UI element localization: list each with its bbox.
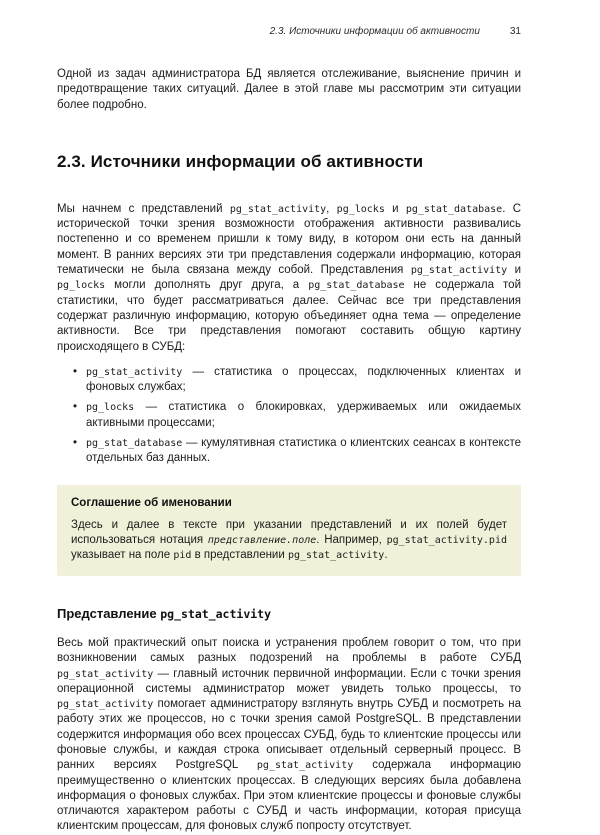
body-paragraph-2 bbox=[57, 636, 521, 835]
code-segment: pg_stat_activity bbox=[229, 203, 327, 215]
code-segment: pg_locks bbox=[57, 280, 106, 292]
text-segment: и bbox=[507, 264, 521, 277]
text-segment: и bbox=[384, 202, 406, 215]
text-segment: Весь мой практический опыт поиска и устранения проблем говорит о том, что при возникновении самых разных подозрений на проблемы в работе СУБД bbox=[57, 636, 521, 665]
text-segment: — статистика о блокировках, удерживаемых или ожидаемых активными процессами; bbox=[86, 401, 521, 429]
code-segment: pg_stat_activity bbox=[256, 760, 354, 772]
body-paragraph-1 bbox=[57, 202, 521, 355]
code-segment: pg_locks bbox=[336, 203, 385, 215]
code-segment: представление.поле bbox=[207, 534, 317, 546]
callout-box bbox=[57, 485, 521, 576]
text-segment: могли дополнять друг друга, а bbox=[105, 279, 309, 292]
code-segment: pg_stat_database bbox=[86, 438, 183, 450]
code-segment: pg_stat_activity bbox=[160, 606, 272, 621]
code-segment: pid bbox=[173, 549, 192, 561]
running-head-title: 2.3. Источники информации об активности bbox=[269, 26, 480, 37]
code-segment: pg_stat_activity bbox=[410, 265, 508, 277]
code-segment: pg_stat_activity bbox=[57, 699, 154, 711]
code-segment: pg_locks bbox=[86, 402, 135, 414]
text-segment: , bbox=[326, 202, 337, 215]
bullet-list bbox=[57, 365, 521, 467]
intro-paragraph bbox=[57, 67, 521, 113]
text-segment: указывает на поле bbox=[71, 548, 174, 561]
code-segment: pg_stat_activity bbox=[57, 668, 154, 680]
section-heading: 2.3. Источники информации об активности bbox=[57, 151, 424, 171]
text-segment: не содержала той статистики, что будет рассматриваться далее. Сейчас все три представления содержат различную информацию, которую объединяет одна тема — определение активности. Все три представления помогают составить общую картину происходящего в СУБД: bbox=[57, 279, 521, 353]
text-segment: . Например, bbox=[316, 533, 387, 546]
bullet-item bbox=[57, 365, 521, 396]
text-segment: Представление bbox=[57, 605, 161, 621]
callout-title: Соглашение об именовании bbox=[71, 496, 232, 509]
text-segment: помогает администратору взглянуть внутрь СУБД и посмотреть на работу этих же процессов, но с точки зрения самой PostgreSQL. В представлении содержится информация обо всех процессах СУБД, будь то клиентские процессы или фоновые службы, и каждая строка описывает отдельный серверный процесс. В ранних версиях PostgreSQL bbox=[57, 698, 521, 772]
code-segment: pg_stat_activity bbox=[86, 366, 183, 378]
text-segment: Мы начнем с представлений bbox=[57, 202, 230, 215]
page-number: 31 bbox=[509, 26, 521, 37]
text-segment: . bbox=[384, 548, 388, 561]
code-segment: pg_stat_activity.pid bbox=[386, 534, 507, 546]
text-segment: Одной из задач администратора БД является отслеживание, выяснение причин и предотвращение таких ситуаций. Далее в этой главе мы рассмотрим эти ситуации более подробно. bbox=[57, 68, 521, 111]
subsection-heading bbox=[57, 606, 521, 622]
text-segment: . С исторической точки зрения возможности отображения активности развивались постепенно и со временем пришли к тому виду, в котором они есть на данный момент. В ранних версиях эти три представления содержали информацию, которая тематически не была связана между собой. Представления bbox=[57, 202, 521, 277]
code-segment: pg_stat_database bbox=[308, 280, 405, 292]
bullet-item bbox=[57, 400, 521, 431]
text-segment: — статистика о процессах, подключенных клиентах и фоновых службах; bbox=[86, 365, 521, 394]
text-segment: в представлении bbox=[191, 548, 288, 561]
code-segment: pg_stat_database bbox=[405, 203, 503, 215]
text-segment: — главный источник первичной информации. Если с точки зрения операционной системы администратор может увидеть только процессы, то bbox=[57, 667, 521, 695]
text-segment: содержала информацию преимущественно о клиентских процессах. В следующих версиях была добавлена информация о фоновых службах. При этом клиентские процессы и фоновые службы отличаются характером работы с СУБД и часть информации, которая присуща клиентским процессам, для фоновых служб попросту отсутствует. bbox=[57, 759, 521, 833]
running-head bbox=[57, 26, 521, 37]
code-segment: pg_stat_activity bbox=[287, 549, 385, 561]
bullet-item bbox=[57, 436, 521, 467]
text-segment: — кумулятивная статистика о клиентских сеансах в контексте отдельных баз данных. bbox=[86, 437, 521, 465]
callout-body bbox=[71, 518, 507, 563]
text-segment: Здесь и далее в тексте при указании представлений и их полей будет использоваться нотация bbox=[71, 518, 507, 546]
